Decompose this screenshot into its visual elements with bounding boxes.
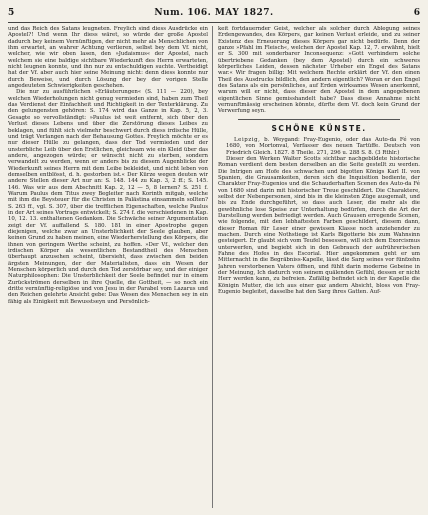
page-number-right: 6: [413, 8, 420, 18]
paragraph: keit fortdauernder Geist, welcher als solcher durch Ablegung seines Erdengewandes, des Körpers, gar keinen Verlust erleide, und zu seiner Existenz des Erneuerung dieses Körpers gar nicht bedürfe. Denn der ganze »Pfahl im Fleisch«, welchen der Apostel Kap. 12, 7. erwähnt, hielt er S. 300 mit sonderbarer Inconsequenz: »Gott verhindern solche übertriebene Gedanken (bey dem Apostel) durch ein schweres körperliches Leiden, dessen nächster Urheber ein Engel des Satans war.« Wir fragen billig: Mit welchem Rechte erklärt der Vf. den einen Theil des Ausdrucks bildlich, den andern eigentlich? Woran er den Engel des Satans als ein persönliches, auf Erden wirksames Wesen anerkennt, warum will er nicht, dass dieser den Apostel in dem angegebenen eigentlichen Sinne gemisshandelt habe? Dass diese Annahme nicht vernunftmässig erscheinen könnte, dürfte dem Vf. doch kein Grund der Verwerfung seyn.: [218, 26, 420, 115]
section-rule: [238, 119, 400, 120]
issue-title: Num. 106. MAY 1827.: [154, 8, 274, 18]
page-header: [8, 6, 420, 20]
column-divider: [212, 26, 213, 508]
publication-details: b. Weygand: Fray-Eugenio, oder das Auto-da Fé von 1680, von Mortonval, Verfasser des neuen Tartüffe. Deutsch von Friedrich Gleich. 1827. 8 Theile. 271, 296 u. 288 S. 8. (3 Rthlr.): [226, 136, 420, 156]
publication-place: Leipzig,: [234, 136, 261, 143]
bibliographic-entry: [218, 137, 420, 156]
paragraph: Die nur zu ausführlichen »Erläuterungen« (S. 111 — 220), bey welchen Wiederholungen nicht genug vermieden sind, haben zum Theil das Verdienst der Einfachheit und Richtigkeit in der Texterklärung. Zu den gelungensten gehören: S. 174 wird das Ganze in Kap. 5, 2, 3. Gesagte so vervollständigt: »Paulus ist weit entfernt, sich über den Verlust dieses Lebens und über die Zerstörung dieses Leibes zu beklagen, und fühlt sich vielmehr beschwert durch diess irdische Hülle, und trägt Verlangen nach der Behausung Gottes. Freylich möchte er es nur dieser Hülle zu gelangen, dass der Tod vermieden und der unsterbliche Leib über den Erstlichen, gleichsam wie ein Kleid über das andere, angezogen würde; er wünscht nicht zu sterben, sondern verwandelt zu werden, wenn er anders bis zu diesem Augenblicke der Wiederkunft seines Herrn mit dem Leibe bekleidet, und nicht leben von demselben entblösst, d. h. gestorben ist.« Der Kürze wegen deuten wir andere Stellen dieser Art nur an: S. 148. 144 zu Kap. 3, 2 ff.; S. 145. 146. Was wir aus dem Abschnitt Kap. 2, 12 — 5, 8 lernen? S. 251 f. Warum Paulus dem Titus zwey Begleiter nach Korinth mitgab, welche mit ihm die Beysteuer für die Christen in Palästina einsammeln sollten? S. 263 ff., vgl. S. 307, über die trefflichen Eigenschaften, welche Paulus in der Art seines Vortrags entwickelt; S. 274 f. die verschiedenen in Kap. 10, 12. 13. enthaltenen Gedanken. Die Schwäche seiner Argumentation zeigt der Vf. auffallend S. 180. 181 in einer Apostrophe gegen diejenigen, welche zwar an Unsterblichkeit der Seele glauben, aber keinen Grund zu haben meinen, eine Wiederherstellung des Körpers, die ihnen von geringem Werthe scheint, zu hoffen. »Der Vf., welcher den irdischen Körper als wesentlichen Bestandtheil des Menschen überhaupt anzusehen scheint, übersieht, dass zwischen den beiden ärgsten Meinungen, der der Materialisten, dass ein Wesen der Menschen körperlich und durch den Tod zerstörbar sey, und der einiger Naturphilosophen: Die Unsterblichkeit der Seele befindet nur in einem Zurückströmen derselben in ihre Quelle, die Gottheit, — so noch ein dritte vernünftig-religiöse und von Jesu in der Parabel vom Lazarus und den Reichen gelehrte Ansicht gebe: Das Wesen des Menschen sey in ein fähig als Einigkeit mit Bewusstseyn und Persönlich-: [8, 89, 208, 305]
right-column: [218, 26, 420, 508]
header-rule: [8, 22, 420, 23]
paragraph: und das Reich des Satans leugneten. Freylich sind diess Ausdrücke ein Apostel?! Und wenn Ihr diess wäret, so würde der große Apostel dadurch bey keinem Vernünftigen, der nicht mehr als Menschlichen von ihm erwartet, an wahrer Achtung verlieren, selbst bey dem Vf. nicht, welcher, wie wir oben lasen, den »Judaismus« der Apostel, nach welchem sie eine baldige sichtbare Wiederkunft des Herrn erwarteten, nicht leugnen konnte, und ihn nur zu entschuldigen suchte. Vertheidigt hat der Vf. aber auch hier seine Meinung nicht: denn diess konnte nur durch Beweise, und durch Lösung der bey der vorigen Stelle angedeuteten Schwierigkeiten geschehen.: [8, 26, 208, 90]
review-paragraph: Dieser den Werken Walter Scotts sichtbar nachgebildete historische Roman verdient dem besten derselben an die Seite gestellt zu werden. Die Intrigen am Hofe des schwachen und bigotten Königs Karl II. von Spanien, die Grausamkeiten, deren sich die Inquisition bediente, der Charakter Fray-Eugenios und die Schauderhaften Scenen des Auto-da Fé von 1680 sind darin mit historischer Treue geschildert. Die Charaktere, selbst der Nebenpersonen, sind bis in die kleinsten Züge ausgemalt, und bis zu Ende durchgeführt, so dass auch Leser, die mehr als die gewöhnliche lose Speise zur Unterhaltung bedürfen, durch die Art der Darstellung werden befriedigt werden. Auch Grausen erregende Scenen, wie folgende, mit den lebhaftesten Farben geschildert, diesem dann, dieser Roman für Leser einer gewissen Klasse noch anziehender zu machen. Durch eine Nothstiege ist Karls Bigotterie bis zum Wahnsinn gesteigert. Er glaubt sich vom Teufel besessen, will sich dem Exorcismus unterwerfen, und begiebt sich in den Gebrauch der aufrührerischen Fahne des Hofes in des Escorial. Hier angekommen geht er um Mitternacht in die Begräbniss-Kapelle, lässt die Sarg seines vor fünfzehn Jahren verstorbenen Vaters öffnen, und fühlt darin moderne Gebeine in der Meinung, Ich dadurch von seinem quälenden Gefühl, dessen er nicht Herr werden kann, zu befreien. Zufällig befindet sich in der Kapelle die Königin Mutter, die ich aus einer gaz andern Absicht, bloss von Fray-Eugenio begleitet, dasselbe hat den Sarg ihres Gatten. Auf-: [218, 155, 420, 296]
page-number-left: 5: [8, 8, 15, 18]
section-title: SCHÖNE KÜNSTE.: [271, 123, 367, 133]
left-column: [8, 26, 208, 508]
